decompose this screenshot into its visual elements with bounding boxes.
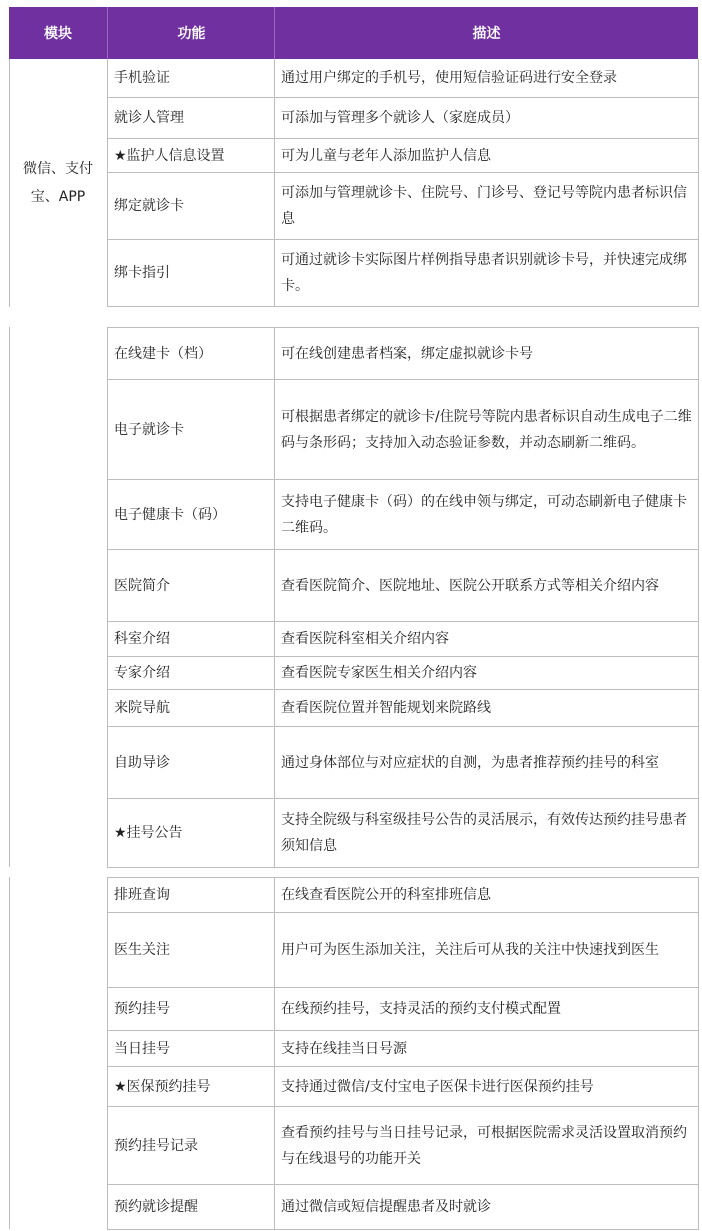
table-row: [108, 139, 699, 173]
description-cell: 用户可为医生添加关注，关注后可从我的关注中快速找到医生: [275, 913, 699, 987]
table-row: [108, 727, 699, 799]
description-cell: 支持全院级与科室级挂号公告的灵活展示，有效传达预约挂号患者须知信息: [275, 799, 699, 867]
table-row: [108, 799, 699, 868]
description-cell: 支持电子健康卡（码）的在线申领与绑定，可动态刷新电子健康卡二维码。: [275, 480, 699, 549]
function-cell: 就诊人管理: [108, 98, 275, 138]
header-description: 描述: [274, 7, 698, 59]
table-row: [108, 1067, 699, 1107]
description-cell: 在线预约挂号，支持灵活的预约支付模式配置: [275, 988, 699, 1030]
module-label: 微信、支付宝、APP: [23, 161, 93, 205]
description-cell: 查看医院专家医生相关介绍内容: [275, 657, 699, 689]
section-2: [107, 327, 699, 868]
function-cell: 绑卡指引: [108, 240, 275, 306]
table-row: [108, 657, 699, 690]
description-cell: 可为儿童与老年人添加监护人信息: [275, 139, 699, 172]
function-cell: 电子健康卡（码）: [108, 480, 275, 549]
function-cell: ★医保预约挂号: [108, 1067, 275, 1106]
table-row: [108, 878, 699, 913]
function-cell: 科室介绍: [108, 622, 275, 656]
function-cell: 医院简介: [108, 550, 275, 621]
description-cell: 通过身体部位与对应症状的自测，为患者推荐预约挂号的科室: [275, 727, 699, 798]
function-cell: 自助导诊: [108, 727, 275, 798]
description-cell: 可在线创建患者档案，绑定虚拟就诊卡号: [275, 328, 699, 379]
divider: [9, 877, 10, 1229]
table-row: [108, 240, 699, 307]
section-3: [107, 877, 699, 1230]
table-row: [108, 59, 699, 98]
table-row: [108, 550, 699, 622]
function-cell: 来院导航: [108, 690, 275, 726]
function-cell: 预约挂号: [108, 988, 275, 1030]
table-row: [108, 98, 699, 139]
section-1: [107, 59, 699, 307]
function-cell: ★挂号公告: [108, 799, 275, 867]
function-cell: ★监护人信息设置: [108, 139, 275, 172]
table-row: [108, 1185, 699, 1230]
description-cell: 在线查看医院公开的科室排班信息: [275, 878, 699, 912]
table-row: [108, 988, 699, 1031]
table-row: [108, 622, 699, 657]
function-cell: 预约就诊提醒: [108, 1185, 275, 1229]
description-cell: 查看预约挂号与当日挂号记录，可根据医院需求灵活设置取消预约与在线退号的功能开关: [275, 1107, 699, 1184]
function-cell: 预约挂号记录: [108, 1107, 275, 1184]
description-cell: 查看医院科室相关介绍内容: [275, 622, 699, 656]
header-function: 功能: [107, 7, 275, 59]
description-cell: 支持在线挂当日号源: [275, 1031, 699, 1066]
function-cell: 医生关注: [108, 913, 275, 987]
function-cell: 在线建卡（档）: [108, 328, 275, 379]
function-cell: 电子就诊卡: [108, 380, 275, 479]
description-cell: 通过用户绑定的手机号，使用短信验证码进行安全登录: [275, 59, 699, 97]
description-cell: 通过微信或短信提醒患者及时就诊: [275, 1185, 699, 1229]
table-row: [108, 1031, 699, 1067]
function-cell: 当日挂号: [108, 1031, 275, 1066]
description-cell: 查看医院简介、医院地址、医院公开联系方式等相关介绍内容: [275, 550, 699, 621]
description-cell: 查看医院位置并智能规划来院路线: [275, 690, 699, 726]
table-header: [9, 7, 698, 59]
function-cell: 排班查询: [108, 878, 275, 912]
description-cell: 支持通过微信/支付宝电子医保卡进行医保预约挂号: [275, 1067, 699, 1106]
description-cell: 可通过就诊卡实际图片样例指导患者识别就诊卡号，并快速完成绑卡。: [275, 240, 699, 306]
table-row: [108, 913, 699, 988]
function-cell: 专家介绍: [108, 657, 275, 689]
description-cell: 可添加与管理多个就诊人（家庭成员）: [275, 98, 699, 138]
table-row: [108, 328, 699, 380]
description-cell: 可根据患者绑定的就诊卡/住院号等院内患者标识自动生成电子二维码与条形码；支持加入动态验证参数，并动态刷新二维码。: [275, 380, 699, 479]
function-cell: 绑定就诊卡: [108, 173, 275, 239]
table-row: [108, 480, 699, 550]
description-cell: 可添加与管理就诊卡、住院号、门诊号、登记号等院内患者标识信息: [275, 173, 699, 239]
function-cell: 手机验证: [108, 59, 275, 97]
table-row: [108, 380, 699, 480]
table-row: [108, 1107, 699, 1185]
header-module: 模块: [44, 26, 72, 42]
divider: [9, 327, 10, 867]
table-row: [108, 173, 699, 240]
table-row: [108, 690, 699, 727]
